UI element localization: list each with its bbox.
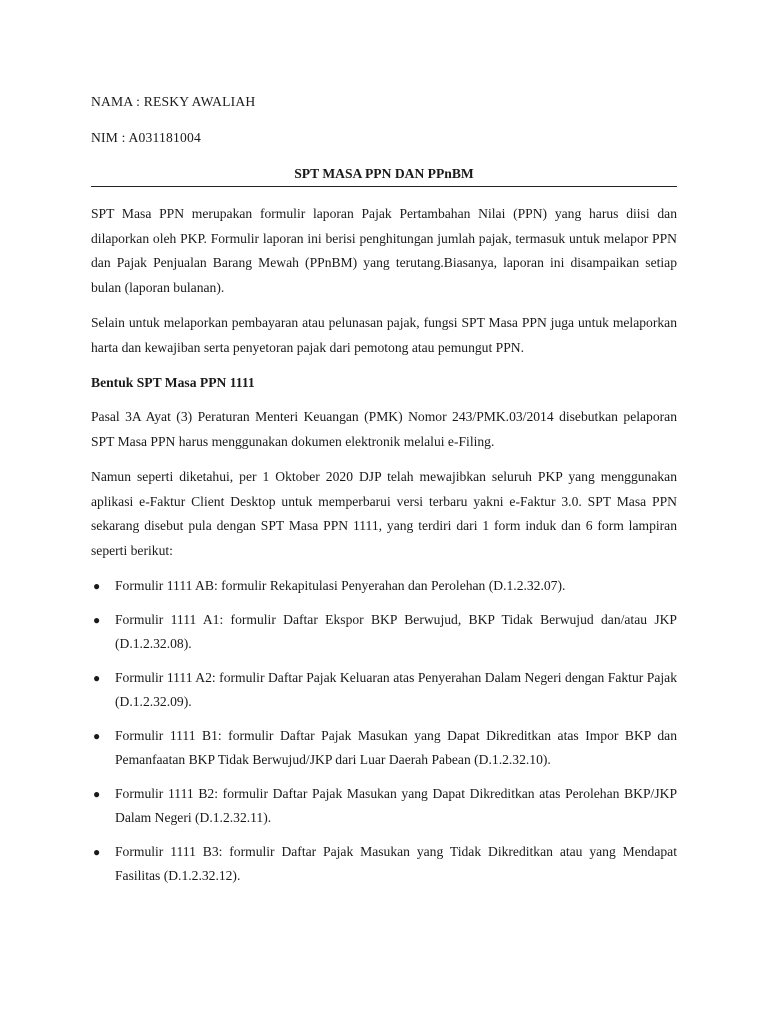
list-item (91, 574, 677, 599)
regulation-paragraph: Pasal 3A Ayat (3) Peraturan Menteri Keuangan (PMK) Nomor 243/PMK.03/2014 disebutkan pelaporan SPT Masa PPN harus menggunakan dokumen elektronik melalui e-Filing. (91, 409, 677, 449)
document-page (91, 84, 677, 898)
bullet-icon: ● (93, 612, 101, 627)
list-item (91, 608, 677, 657)
student-nim: NIM : A031181004 (91, 130, 201, 145)
bullet-icon: ● (93, 670, 101, 685)
function-paragraph: Selain untuk melaporkan pembayaran atau pelunasan pajak, fungsi SPT Masa PPN juga untuk melaporkan harta dan kewajiban serta penyetoran pajak dari pemotong atau pemungut PPN. (91, 315, 677, 355)
list-item-text: Formulir 1111 B2: formulir Daftar Pajak Masukan yang Dapat Dikreditkan atas Perolehan BKP/JKP Dalam Negeri (D.1.2.32.11). (115, 785, 677, 825)
list-item-text: Formulir 1111 AB: formulir Rekapitulasi Penyerahan dan Perolehan (D.1.2.32.07). (115, 578, 566, 593)
list-item (91, 724, 677, 773)
list-item-text: Formulir 1111 B1: formulir Daftar Pajak Masukan yang Dapat Dikreditkan atas Impor BKP dan Pemanfaatan BKP Tidak Berwujud/JKP dari Luar Daerah Pabean (D.1.2.32.10). (115, 727, 677, 767)
list-item-text: Formulir 1111 B3: formulir Daftar Pajak Masukan yang Tidak Dikreditkan atau yang Mendapat Fasilitas (D.1.2.32.12). (115, 843, 677, 883)
bullet-icon: ● (93, 786, 101, 801)
list-item (91, 840, 677, 889)
bullet-icon: ● (93, 728, 101, 743)
list-item (91, 666, 677, 715)
bullet-icon: ● (93, 844, 101, 859)
efaktur-paragraph: Namun seperti diketahui, per 1 Oktober 2020 DJP telah mewajibkan seluruh PKP yang menggunakan aplikasi e-Faktur Client Desktop untuk memperbarui versi terbaru yakni e-Faktur 3.0. SPT Masa PPN sekarang disebut pula dengan SPT Masa PPN 1111, yang terdiri dari 1 form induk dan 6 form lampiran seperti berikut: (91, 469, 677, 558)
forms-list (91, 574, 677, 889)
list-item (91, 782, 677, 831)
document-title: SPT MASA PPN DAN PPnBM (91, 164, 677, 187)
intro-paragraph: SPT Masa PPN merupakan formulir laporan Pajak Pertambahan Nilai (PPN) yang harus diisi dan dilaporkan oleh PKP. Formulir laporan ini berisi penghitungan jumlah pajak, termasuk untuk melapor PPN dan Pajak Penjualan Barang Mewah (PPnBM) yang terutang.Biasanya, laporan ini disampaikan setiap bulan (laporan bulanan). (91, 206, 677, 295)
list-item-text: Formulir 1111 A1: formulir Daftar Ekspor BKP Berwujud, BKP Tidak Berwujud dan/atau JKP (D.1.2.32.08). (115, 611, 677, 651)
list-item-text: Formulir 1111 A2: formulir Daftar Pajak Keluaran atas Penyerahan Dalam Negeri dengan Faktur Pajak (D.1.2.32.09). (115, 669, 677, 709)
section-heading: Bentuk SPT Masa PPN 1111 (91, 375, 255, 390)
bullet-icon: ● (93, 579, 101, 593)
student-name: NAMA : RESKY AWALIAH (91, 94, 256, 109)
